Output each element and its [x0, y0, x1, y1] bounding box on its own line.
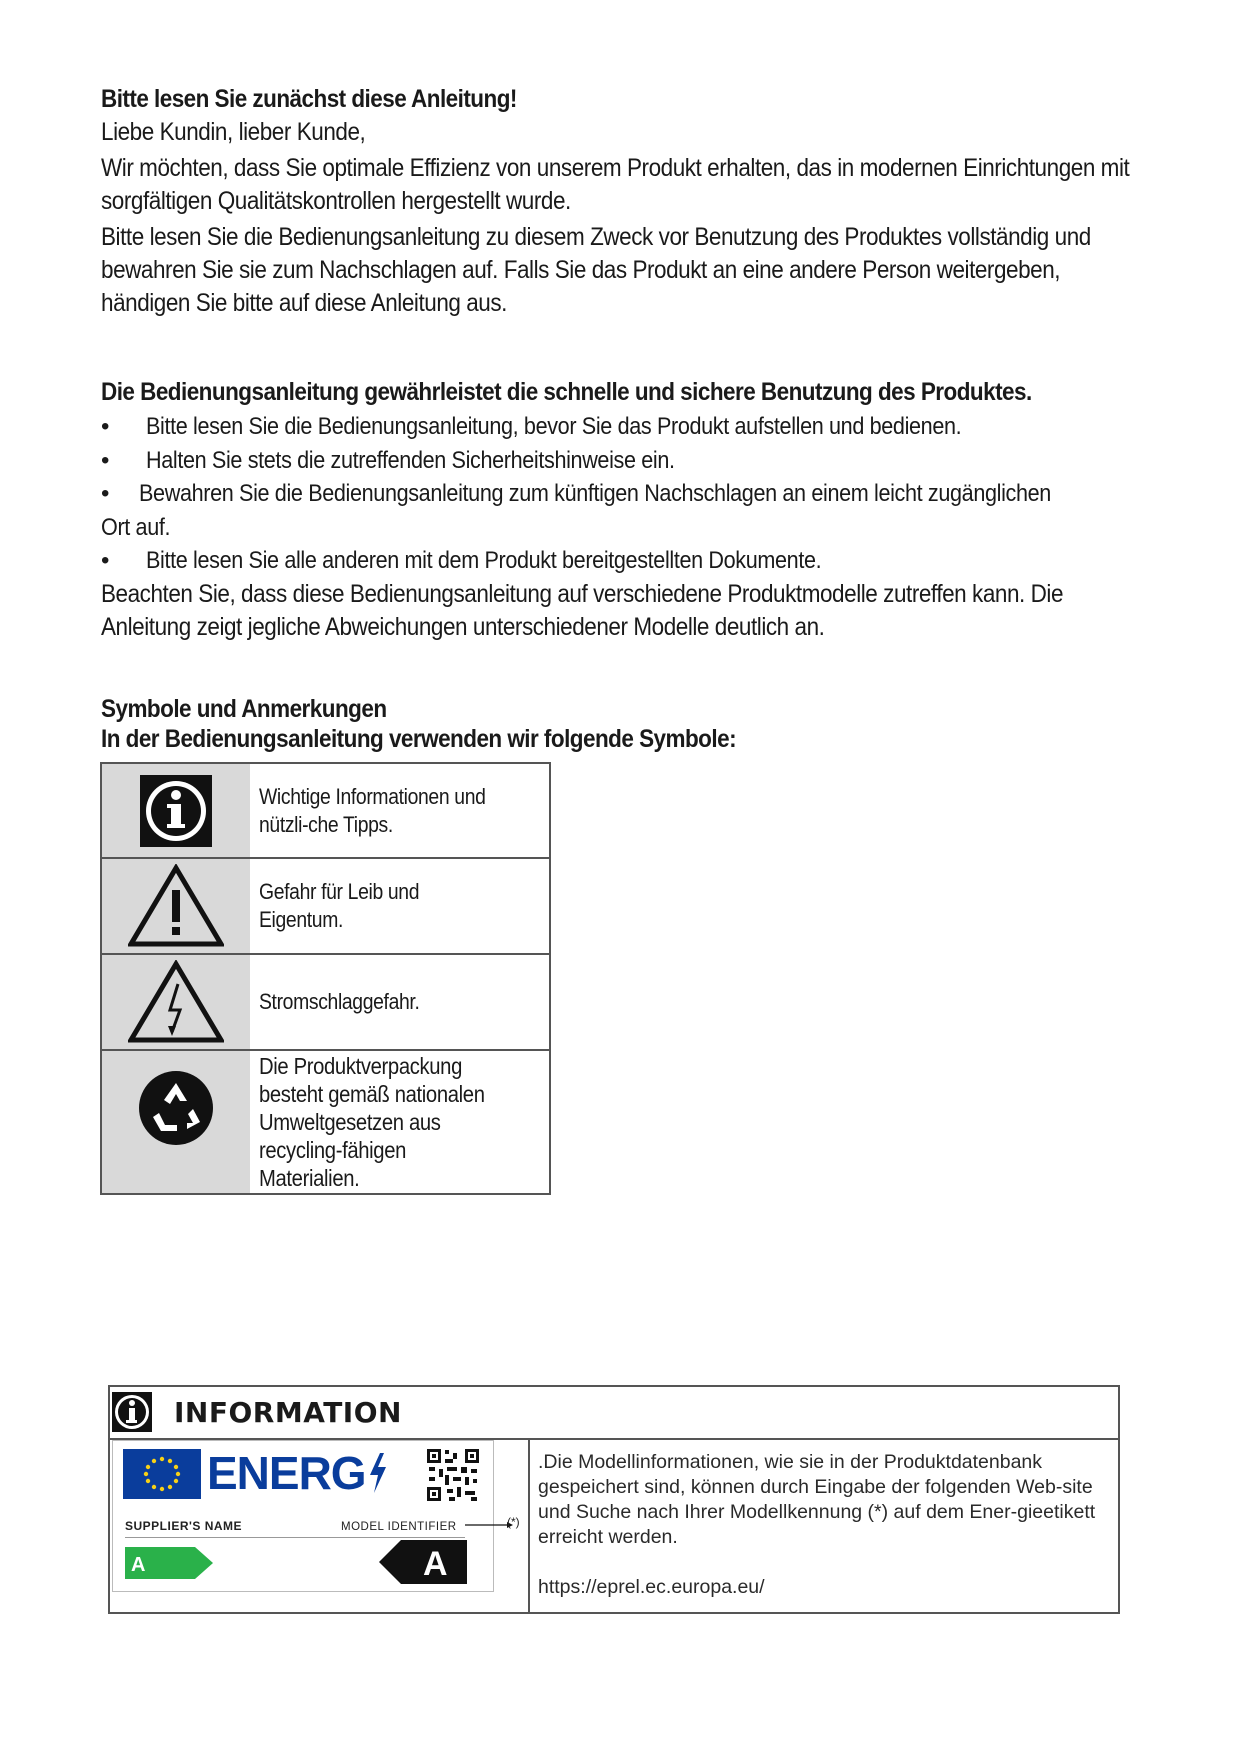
list-item: • Bitte lesen Sie die Bedienungsanleitung, bevor Sie das Produkt aufstellen und bedienen. — [101, 413, 962, 440]
safety-heading: Die Bedienungsanleitung gewährleistet die schnelle und sichere Benutzung des Produktes. — [101, 378, 1032, 406]
svg-text:A: A — [423, 1545, 448, 1583]
symbol-description: Gefahr für Leib und Eigentum. — [259, 879, 420, 932]
qr-code-icon — [425, 1447, 481, 1503]
intro-paragraph-2: Bitte lesen Sie die Bedienungsanleitung zu diesem Zweck vor Benutzung des Produktes vollständig und bewahren Sie sie zum Nachschlagen auf. Falls Sie das Produkt an eine andere Person weitergeben, händigen Sie bitte auf diese Anleitung aus. — [101, 223, 1091, 317]
information-title: INFORMATION — [174, 1396, 402, 1429]
table-row — [102, 955, 549, 1051]
safety-bullet-list — [101, 410, 1141, 578]
energy-class-arrow-big — [379, 1540, 467, 1584]
model-identifier-label: MODEL IDENTIFIER — [341, 1521, 457, 1533]
symbol-description: Die Produktverpackung besteht gemäß nationalen Umweltgesetzen aus recycling-fähigen Materialien. — [259, 1053, 485, 1191]
list-item-continuation: Ort auf. — [101, 513, 171, 541]
information-box — [108, 1385, 1120, 1614]
symbols-section — [101, 694, 1141, 754]
electric-shock-icon — [102, 955, 250, 1049]
symbol-description: Stromschlaggefahr. — [259, 989, 420, 1014]
symbol-description: Wichtige Informationen und nützli-che Tipps. — [259, 783, 486, 837]
information-text: .Die Modellinformationen, wie sie in der Produktdatenbank gespeichert sind, können durch Eingabe der folgenden Web-site und Suche nach Ihrer Modellkennung (*) auf dem Ener-gieetikett erreicht werden. — [538, 1451, 1096, 1548]
safety-section — [101, 377, 1141, 644]
eu-flag-icon — [123, 1449, 201, 1499]
warning-icon — [102, 859, 250, 953]
eprel-link[interactable]: https://eprel.ec.europa.eu/ — [538, 1576, 765, 1598]
intro-heading: Bitte lesen Sie zunächst diese Anleitung! — [101, 85, 517, 113]
symbols-heading: Symbole und Anmerkungen — [101, 695, 387, 723]
list-item: • Bitte lesen Sie alle anderen mit dem Produkt bereitgestellten Dokumente. — [101, 547, 822, 574]
table-row — [102, 1051, 549, 1193]
supplier-name-label: SUPPLIER'S NAME — [125, 1519, 243, 1533]
list-item: • Bewahren Sie die Bedienungsanleitung zum künftigen Nachschlagen an einem leicht zugänglichen — [101, 480, 1051, 507]
energy-class-arrow-small — [125, 1547, 213, 1579]
table-row — [102, 859, 549, 955]
safety-note: Beachten Sie, dass diese Bedienungsanleitung auf verschiedene Produktmodelle zutreffen kann. Die Anleitung zeigt jegliche Abweichungen unterschiedener Modelle deutlich an. — [101, 579, 1064, 641]
info-icon — [102, 764, 250, 857]
info-icon — [112, 1392, 152, 1432]
symbols-subheading: In der Bedienungsanleitung verwenden wir folgende Symbole: — [101, 725, 737, 753]
information-header — [110, 1387, 1118, 1440]
table-row — [102, 764, 549, 859]
energy-bolt-icon — [368, 1453, 388, 1493]
intro-paragraph-1: Wir möchten, dass Sie optimale Effizienz von unserem Produkt erhalten, das in modernen Einrichtungen mit sorgfältigen Qualitätskontrollen hergestellt wurde. — [101, 154, 1130, 215]
model-marker: (*) — [507, 1515, 520, 1529]
intro-greeting: Liebe Kundin, lieber Kunde, — [101, 118, 366, 146]
list-item: • Halten Sie stets die zutreffenden Sicherheitshinweise ein. — [101, 446, 675, 474]
energy-label-image — [112, 1440, 494, 1592]
intro-section — [101, 84, 1141, 320]
arrow-icon — [465, 1520, 513, 1530]
recycling-icon — [102, 1051, 250, 1193]
symbols-table — [100, 762, 551, 1195]
svg-text:A: A — [131, 1554, 146, 1576]
information-divider — [528, 1438, 530, 1614]
energy-logo-text: ENERG — [207, 1447, 366, 1499]
